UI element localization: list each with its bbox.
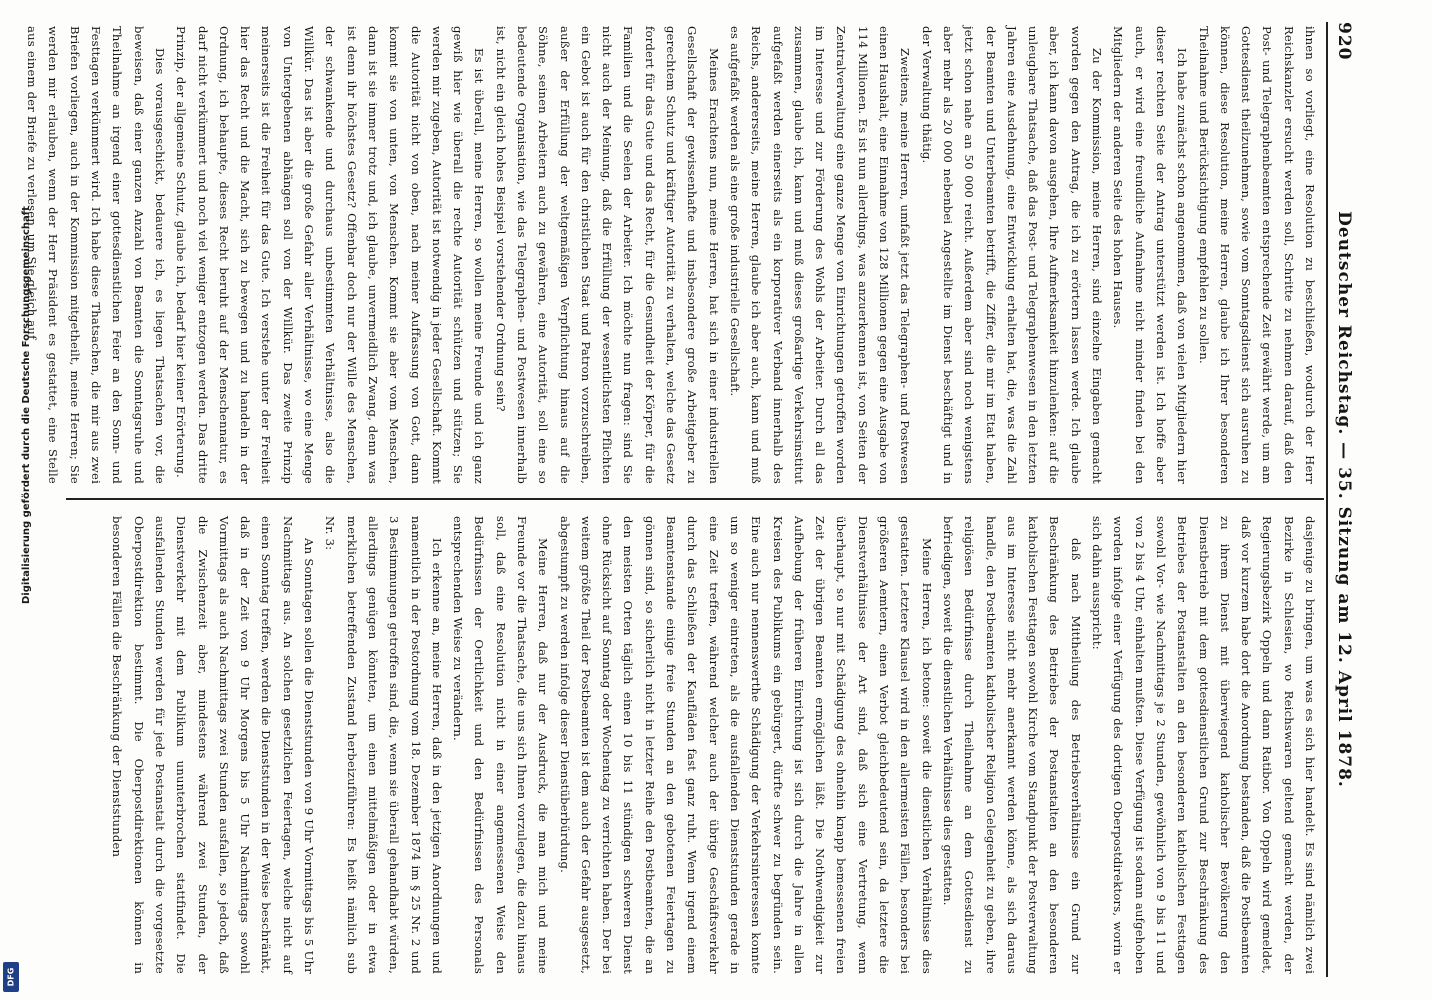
dfg-logo-icon	[3, 962, 19, 992]
right-column	[68, 516, 1320, 974]
page-header	[1328, 22, 1358, 977]
paragraph: ihnen so vorliegt, eine Resolution zu beschließen, wodurch der Herr Reichskanzler ersucht werden soll, Schritte zu nehmen darauf, daß den Post- und Telegraphenbeamten entsprechende Zeit gewährt werde, um am Gottesdienst theilzunehmen, sowie vom Sonntagsdienst sich ausruhen zu können, diese Resolution, meine Herren, glaube ich Ihrer besonderen Theilnahme und Berücksichtigung empfehlen zu sollen.	[1196, 26, 1317, 484]
quoted-paragraph: daß nach Mittheilung des Betriebsverhältnisse ein Grund zur Beschränkung des Betriebes der Postanstalten an den besonderen katholischen Festtagen sowohl Kirche vom Standpunkt der Postverwaltung aus im Interesse nicht mehr anerkannt werden könne, als sich daraus handle, den Postbeamten katholischer Religion Gelegenheit zu geben, ihre religiösen Bedürfnisse durch Theilnahme an dem Gottesdienst zu befriedigen, soweit die dienstlichen Verhältnisse dies gestatten.	[940, 516, 1083, 974]
paragraph: Meine Herren, ich betone: soweit die dienstlichen Verhältnisse dies gestatten. Letztere Klausel wird in den allermeisten Fällen, besonders bei größeren Aemtern, einen Verbot gleichbedeutend sein, da letztere die Dienstverhältnisse der Art sind, daß sich eine Vertretung, wenn überhaupt, so nur mit Schädigung des ohnehin knapp bemessenen freien Zeit der übrigen Beamten ermöglichen läßt. Die Nothwendigkeit zur Aufhebung der früheren Einrichtung ist sich durch die Jahre in allen Kreisen des Publikums ein gebürgert, dürfte schwer zu begründen sein. Eine auch nur nennenswerthe Schädigung der Verkehrsinteressen konnte um so weniger eintreten, als die ausfallenden Dienststunden gerade in eine Zeit treffen, während welcher auch der übrige Geschäftsverkehr durch das Schließen der Kaufläden fast ganz ruht. Wenn irgend einem Beamtenstande einige freie Stunden an den gebotenen Feiertagen zu gönnen sind, so sicherlich nicht in letzter Reihe den Postbeamten, die an den meisten Orten täglich einen 10 bis 11 stündigen schweren Dienst ohne Rücksicht auf Sonntag oder Wochentag zu verrichten haben. Der bei weitem größte Theil der Postbeamten ist dem auch der Gefahr ausgesetzt, abgestumpft zu werden infolge dieser Dienstüberbürdung.	[557, 516, 934, 974]
page-title: Deutscher Reichstag. — 35. Sitzung am 12. April 1878.	[1334, 211, 1354, 788]
paragraph: Zweitens, meine Herren, umfaßt jetzt das Telegraphen- und Postwesen einen Haushalt, eine Einnahme von 128 Millionen gegen eine Ausgabe von 114 Millionen. Es ist nun allerdings, was anzuerkennen ist, von Seiten der Zentralverwaltung eine ganze Menge von Einrichtungen getroffen worden im Interesse und zur Förderung des Wohls der Arbeiter. Durch all das zusammen, glaube ich, kann und muß dieses großartige Verkehrsinstitut aufgefaßt werden einerseits als ein korporativer Verband innerhalb des Reichs, andererseits, meine Herren, glaube ich aber auch, kann und muß es aufgefaßt werden als eine große industrielle Gesellschaft.	[727, 26, 913, 484]
column-divider	[66, 498, 1324, 500]
paragraph: dasjenige zu bringen, um was es sich hier handelt. Es sind nämlich zwei Bezirke in Schlesien, wo Reichswaren geltend gemacht werden, der Regierungsbezirk Oppeln und dann Ratibor. Von Oppeln wird gemeldet, daß vor kurzem habe dort die Anordnung bestanden, daß die Postbeamten zu ihrem Dienst mit überwiegend katholischer Bevölkerung den Dienstbetrieb mit dem gottesdienstlichen Grund zur Beschränkung des Betriebes der Postanstalten an den besonderen katholischen Festtagen sowohl Vor- wie Nachmittags je 2 Stunden, gewöhnlich von 9 bis 11 und von 2 bis 4 Uhr, einhalten mußten. Diese Verfügung ist sodann aufgehoben worden infolge einer Verfügung des dortigen Oberpostdirektors, worin er sich dahin ausspricht:	[1090, 516, 1317, 974]
paragraph: Ich habe zunächst schon angenommen, daß von vielen Mitgliedern hier dieser rechten Seite der Antrag unterstützt werden ist. Ich hoffe aber auch, er wird eine freundliche Aufnahme nicht minder finden bei den Mitgliedern der anderen Seite des hohen Hauses.	[1111, 26, 1190, 484]
digitization-footer	[1, 0, 32, 1000]
paragraph: Es ist überall, meine Herren, so wollen meine Freunde und ich ganz gewiß hier wie überall die rechte Autorität schützen und stützen; Sie werden mir zugeben, Autorität ist notwendig in jeder Gesellschaft. Kommt die Autorität nicht von oben, nach meiner Auffassung von Gott, dann kommt sie von unten, von Menschen. Kommt sie aber vom Menschen, dann ist sie immer trotz und, ich glaube, unvermeidlich Zwang, denn was ist denn ihr höchstes Gesetz? Offenbar doch nur der Wille des Menschen, der schwankende und durchaus unbestimmten Verhältnisse, also die Willkür. Das ist aber die große Gefahr aller Verhältnisse, wo eine Menge von Untergebenen abhängen soll von der Willkür. Das zweite Prinzip meinerseits ist die Freiheit für das Gute. Ich verstehe unter der Freiheit hier das Recht und die Macht, sich zu bewegen und zu handeln in der Ordnung, ich behaupte, dieses Recht beruht auf der Menschennatur, es darf nicht verkümmert und noch viel weniger entzogen werden. Das dritte Prinzip, der allgemeine Schutz, glaube ich, bedarf hier keiner Erörterung.	[174, 26, 487, 484]
paragraph: Ich erkenne an, meine Herren, daß in den jetzigen Anordnungen und namentlich in der Postordnung vom 18. Dezember 1874 im § 25 Nr. 2 und 3 Bestimmungen getroffen sind, die, wenn sie überall gehandhabt würden, allerdings genügen könnten, um einen mittelmäßigen oder in etwa merklichen betreffenden Zustand herbeizuführen: Es heißt nämlich sub Nr. 3:	[323, 516, 444, 974]
paragraph: Dies vorausgeschickt, bedauere ich, es liegen Thatsachen vor, die beweisen, daß einer ganzen Anzahl von Beamten die Sonntagsruhe und Theilnahme an irgend einer gottesdienstlichen Feier an den Sonn- und Festtagen verkümmert wird. Ich habe diese Thatsachen, die mir aus zwei Briefen vorliegen, auch in der Kommission mitgetheilt, meine Herren; Sie werden mir erlauben, wenn der Herr Präsident es gestattet, eine Stelle aus einem der Briefe zu verlesen, um Sie gleich auf	[25, 26, 167, 484]
funding-credit: Digitalisierung gefördert durch die Deutsche Forschungsgemeinschaft	[21, 206, 32, 604]
dfg-logo-text: DFG	[6, 967, 16, 987]
paragraph: Meines Erachtens nun, meine Herren, hat sich in einer industriellen Gesellschaft der gewissenhafte und insbesondere große Arbeitgeber zu gerechtem Schutz und kräftiger Autorität zu verhalten, welche das Gesetz fordert für das Gute und das Recht, für die Gesundheit der Körper, für die Familien und die Seelen der Arbeiter. Ich möchte nun fragen: sind Sie nicht auch der Meinung, daß die Erfüllung der wesentlichsten Pflichten ein Gebot ist auch für den christlichen Staat und Patron vorzuschreiben, außer der Erfüllung der weltgemäßigen Verpflichtung hinaus auf die Söhne, seinen Arbeitern auch zu gewähren, eine Autorität, soll eine so bedeutende Organisation, wie das Telegraphen- und Postwesen innerhalb ist, nicht ein gleich hohes Beispiel vorstehender Ordnung sein?	[493, 26, 721, 484]
page-number: 920	[1334, 22, 1354, 61]
paragraph: Zu der Kommission, meine Herren, sind einzelne Eingaben gemacht worden gegen den Antrag, die ich zu erörtern lassen werde. Ich glaube aber, ich kann davon ausgehen, Ihre Aufmerksamkeit hinzulenken: auf die unleugbare Thatsache, daß das Post- und Telegraphenwesen in den letzten Jahren eine Ausdehnung, eine Entwicklung erhalten hat, die, was die Zahl der Beamten und Unterbeamten betrifft, die Ziffer, die mir im Etat haben, jetzt schon nahe an 50 000 reicht. Außerdem aber sind noch wenigstens aber mehr als 20 000 nebenbei Angestellte im Dienst beschäftigt und in der Verwaltung thätig.	[919, 26, 1105, 484]
left-column	[25, 26, 1320, 484]
quoted-paragraph: An Sonntagen sollen die Dienststunden von 9 Uhr Vormittags bis 5 Uhr Nachmittags aus. An solchen gesetzlichen Feiertagen, welche nicht auf einen Sonntag treffen, werden die Dienststunden in der Weise beschränkt, daß in der Zeit von 9 Uhr Morgens bis 5 Uhr Nachmittags sowohl Vormittags als auch Nachmittags zwei Stunden ausfallen, so jedoch, daß die Zwischenzeit aber, mindestens während zwei Stunden, der Dienstverkehr mit dem Publikum ununterbrochen stattfindet. Die ausfallenden Stunden werden für jede Postanstalt durch die vorgesetzte Oberpostdirektion bestimmt. Die Oberpostdirektionen können in besonderen Fällen die Beschränkung der Dienststunden	[110, 516, 317, 974]
paragraph: Meine Herren, daß nur der Ausdruck, die man mich und meine Freunde vor die Thatsache, die uns sich Ihnen vorzulegen, die dazu hinaus soll, daß eine Resolution nicht in einer angemessenen Weise den Bedürfnissen der Oertlichkeit und den Bedürfnissen des Personals entsprechenden Weise zu verändern.	[451, 516, 551, 974]
header-rule	[1326, 22, 1328, 977]
